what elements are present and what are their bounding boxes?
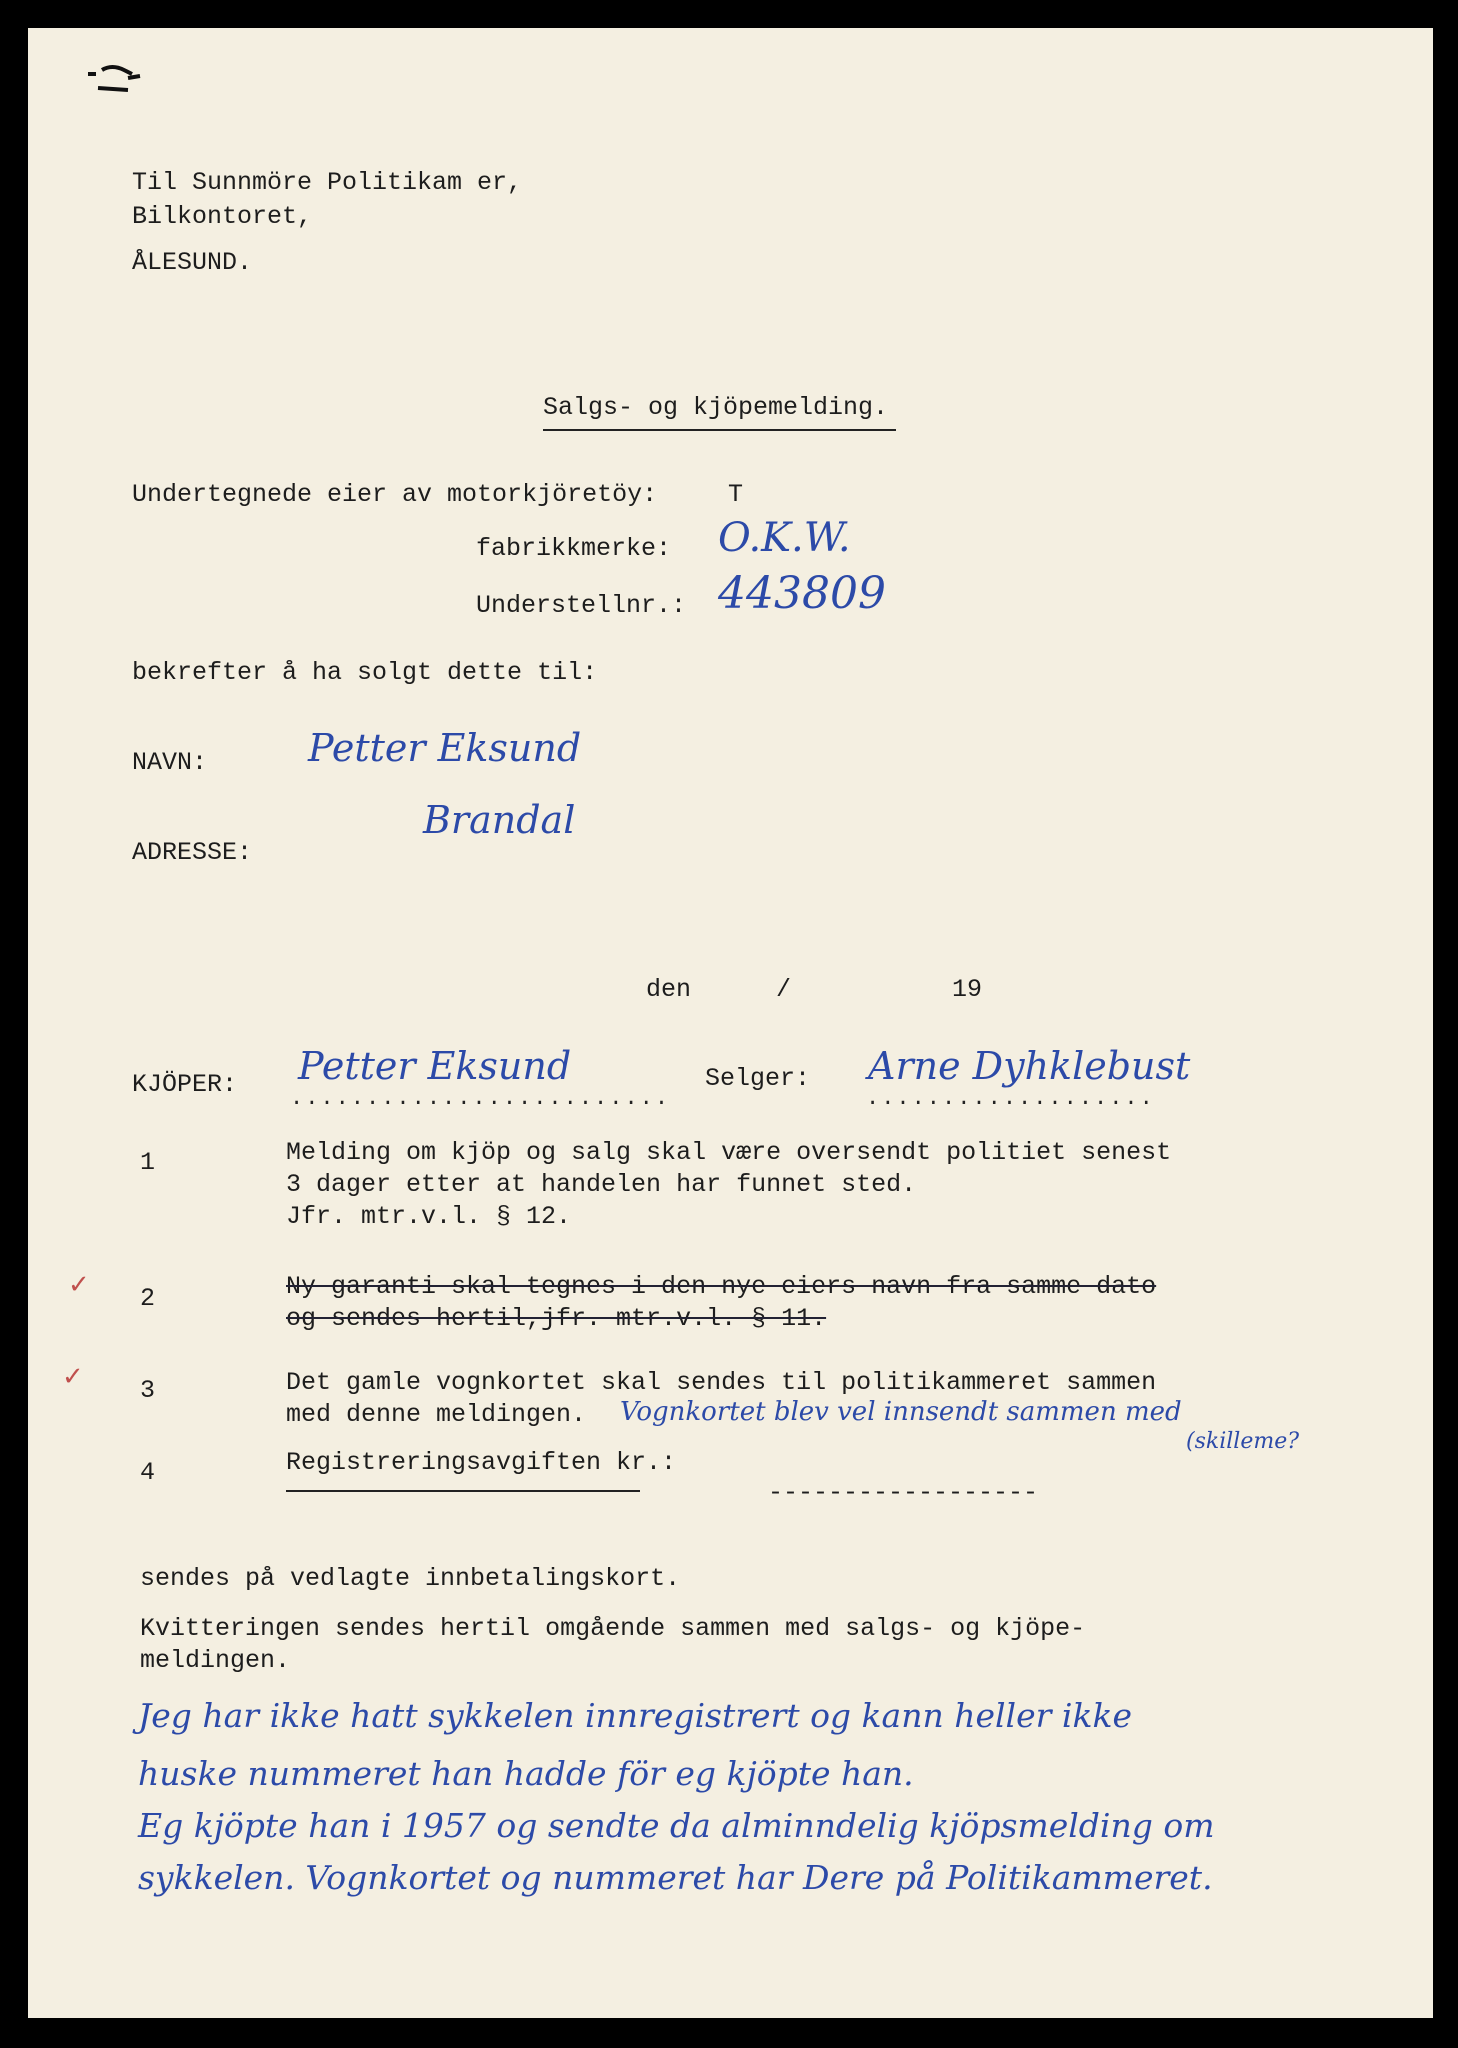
- item-3-line2: med denne meldingen.: [286, 1400, 587, 1429]
- make-value: O.K.W.: [718, 515, 851, 561]
- item-4-number: 4: [140, 1458, 156, 1487]
- item-1-line3: Jfr. mtr.v.l. § 12.: [286, 1202, 572, 1231]
- name-value: Petter Eksund: [308, 726, 582, 770]
- confirm-text: bekrefter å ha solgt dette til:: [132, 658, 598, 687]
- chassis-label: Understellnr.:: [476, 591, 687, 620]
- footer-line2: Kvitteringen sendes hertil omgående sammen med salgs- og kjöpe-: [140, 1614, 1086, 1643]
- note-line4: sykkelen. Vognkortet og nummeret har Dere på Politikammeret.: [138, 1858, 1213, 1897]
- date-year: 19: [952, 975, 983, 1004]
- owner-label: Undertegnede eier av motorkjöretöy:: [132, 480, 658, 509]
- item-1-line1: Melding om kjöp og salg skal være oversendt politiet senest: [286, 1138, 1172, 1167]
- fee-underline: [286, 1490, 640, 1492]
- note-line3: Eg kjöpte han i 1957 og sendte da alminndelig kjöpsmelding om: [138, 1806, 1215, 1845]
- buyer-sig-label: KJÖPER:: [132, 1070, 238, 1099]
- make-label: fabrikkmerke:: [476, 534, 672, 563]
- item-3-number: 3: [140, 1376, 156, 1405]
- check-mark-2: ✓: [68, 1270, 90, 1300]
- item-4-line1: Registreringsavgiften kr.:: [286, 1448, 677, 1477]
- note-line1: Jeg har ikke hatt sykkelen innregistrert og kann heller ikke: [138, 1696, 1132, 1735]
- name-label: NAVN:: [132, 748, 208, 777]
- footer-line1: sendes på vedlagte innbetalingskort.: [140, 1564, 681, 1593]
- buyer-signature-line: .........................: [290, 1086, 671, 1111]
- address-label: ADRESSE:: [132, 838, 253, 867]
- item-1-number: 1: [140, 1148, 156, 1177]
- item-2-number: 2: [140, 1284, 156, 1313]
- date-den: den: [646, 975, 692, 1004]
- seller-sig-label: Selger:: [705, 1064, 811, 1093]
- note-line2: huske nummeret han hadde för eg kjöpte han.: [138, 1754, 914, 1793]
- buyer-signature: Petter Eksund: [298, 1044, 572, 1088]
- fee-dashes: ------------------: [768, 1478, 1039, 1507]
- corner-smudge: [68, 56, 208, 106]
- item-3-line1: Det gamle vognkortet skal sendes til politikammeret sammen: [286, 1368, 1157, 1397]
- addressee-line1: Til Sunnmöre Politikam er,: [132, 168, 523, 197]
- page-title: Salgs- og kjöpemelding.: [543, 391, 896, 431]
- owner-value: T: [728, 480, 744, 509]
- item-3-handwritten-note2: (skilleme?: [1186, 1429, 1300, 1454]
- chassis-value: 443809: [718, 568, 886, 619]
- seller-signature: Arne Dyhklebust: [868, 1044, 1191, 1088]
- check-mark-3: ✓: [62, 1362, 84, 1392]
- footer-line3: meldingen.: [140, 1646, 291, 1675]
- seller-signature-line: ...................: [866, 1086, 1155, 1111]
- document-page: [28, 28, 1433, 2018]
- item-3-handwritten-note: Vognkortet blev vel innsendt sammen med: [620, 1397, 1182, 1427]
- date-slash: /: [776, 975, 792, 1004]
- item-2-line2: og sendes hertil,jfr. mtr.v.l. § 11.: [286, 1304, 827, 1333]
- address-value: Brandal: [423, 798, 576, 842]
- addressee-line3: ÅLESUND.: [132, 248, 253, 277]
- item-2-line1: Ny garanti skal tegnes i den nye eiers navn fra samme dato: [286, 1272, 1157, 1301]
- addressee-line2: Bilkontoret,: [132, 202, 313, 231]
- item-1-line2: 3 dager etter at handelen har funnet sted.: [286, 1170, 917, 1199]
